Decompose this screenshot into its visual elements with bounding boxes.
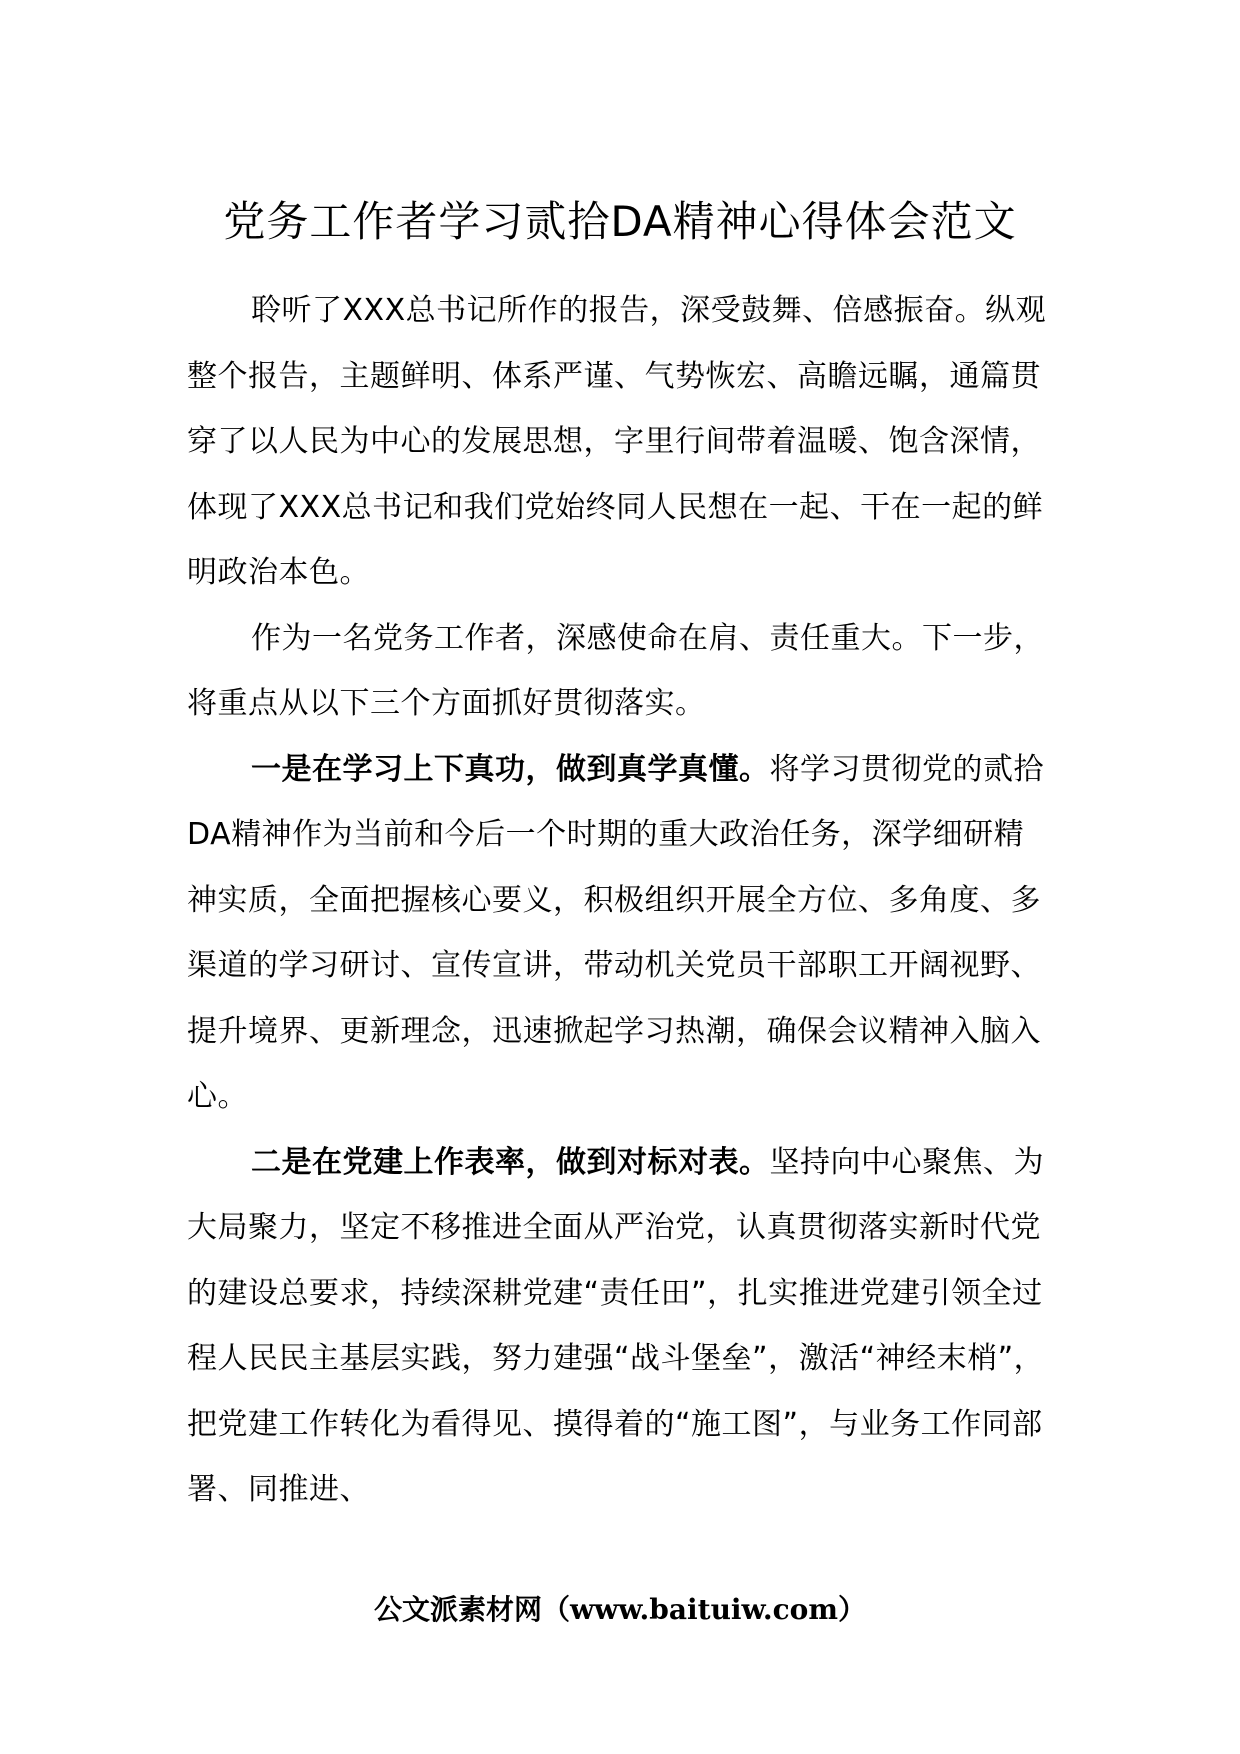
paragraph-text: 坚持向中心聚焦、为大局聚力，坚定不移推进全面从严治党，认真贯彻落实新时代党的建设总要求，持续深耕党建“责任田”，扎实推进党建引领全过程人民民主基层实践，努力建强“战斗堡垒”，激活“神经末梢”，把党建工作转化为看得见、摸得着的“施工图”，与业务工作同部署、同推进、 — [187, 1144, 1045, 1507]
footer-source: 公文派素材网（www.baituiw.com） — [374, 1593, 866, 1626]
paragraph-next-step — [187, 606, 1047, 737]
document-body — [187, 278, 1047, 1523]
paragraph-point-two — [187, 1130, 1047, 1523]
paragraph-text: 作为一名党务工作者，深感使命在肩、责任重大。下一步，将重点从以下三个方面抓好贯彻落实。 — [187, 620, 1044, 721]
paragraph-intro — [187, 278, 1047, 606]
paragraph-text: 聆听了XXX总书记所作的报告，深受鼓舞、倍感振奋。纵观整个报告，主题鲜明、体系严谨、气势恢宏、高瞻远瞩，通篇贯穿了以人民为中心的发展思想，字里行间带着温暖、饱含深情，体现了XXX总书记和我们党始终同人民想在一起、干在一起的鲜明政治本色。 — [187, 293, 1047, 590]
paragraph-lead: 二是在党建上作表率，做到对标对表。 — [251, 1144, 770, 1180]
paragraph-lead: 一是在学习上下真功，做到真学真懂。 — [251, 751, 770, 787]
paragraph-text: 将学习贯彻党的贰拾DA精神作为当前和今后一个时期的重大政治任务，深学细研精神实质，全面把握核心要义，积极组织开展全方位、多角度、多渠道的学习研讨、宣传宣讲，带动机关党员干部职工开阔视野、提升境界、更新理念，迅速掀起学习热潮，确保会议精神入脑入心。 — [187, 751, 1044, 1114]
document-title: 党务工作者学习贰拾DA精神心得体会范文 — [223, 197, 1017, 246]
paragraph-point-one — [187, 737, 1047, 1130]
